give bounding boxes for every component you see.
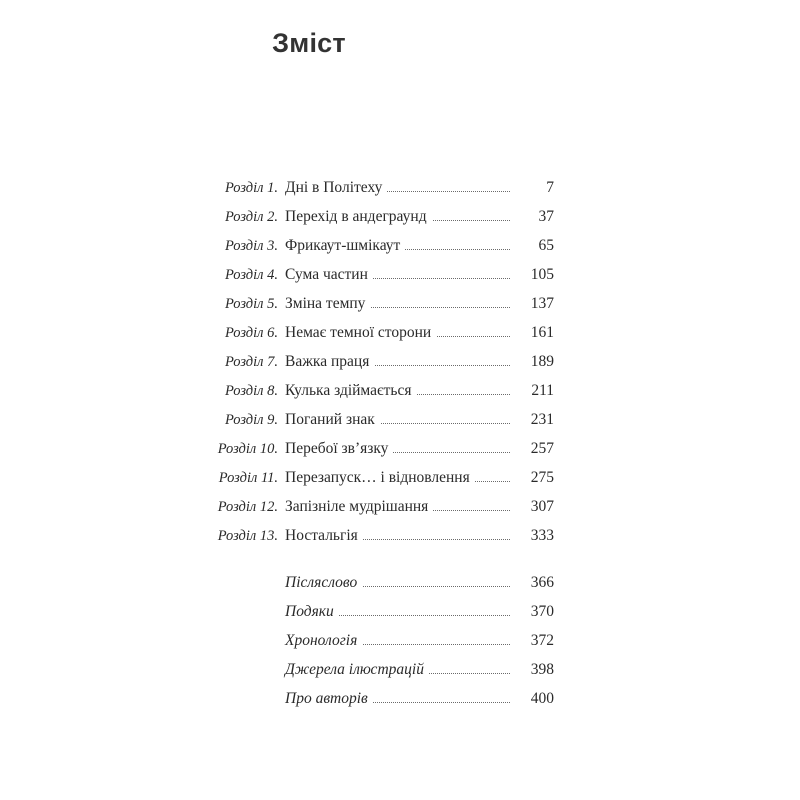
- toc-entry-chapter-10[interactable]: [0, 437, 800, 461]
- page-number: 333: [530, 527, 554, 544]
- page-number: 257: [530, 440, 554, 457]
- toc-entry-illustration-sources[interactable]: [0, 658, 800, 682]
- page-number: 231: [530, 411, 554, 428]
- section-title: Післяслово: [285, 571, 362, 595]
- toc-entry-chapter-13[interactable]: [0, 524, 800, 548]
- toc-entry-chapter-1[interactable]: [0, 176, 800, 200]
- chapter-number: Розділ 13.: [217, 528, 278, 544]
- toc-entry-chapter-5[interactable]: [0, 292, 800, 316]
- toc-entry-about-authors[interactable]: [0, 687, 800, 711]
- chapter-title: Перебої зв’язку: [285, 437, 393, 461]
- chapter-title: Кулька здіймається: [285, 379, 417, 403]
- chapter-title: Перехід в андеграунд: [285, 205, 432, 229]
- section-title: Хронологія: [285, 629, 362, 653]
- chapter-number: Розділ 6.: [224, 325, 278, 341]
- section-title: Джерела ілюстрацій: [285, 658, 429, 682]
- page-title: Зміст: [272, 28, 346, 58]
- toc-entry-chapter-9[interactable]: [0, 408, 800, 432]
- toc-entry-chapter-4[interactable]: [0, 263, 800, 287]
- chapter-title: Немає темної сторони: [285, 321, 436, 345]
- page-number: 137: [530, 295, 554, 312]
- chapter-title: Сума частин: [285, 263, 373, 287]
- toc-entry-chapter-3[interactable]: [0, 234, 800, 258]
- chapter-title: Перезапуск… і відновлення: [285, 466, 475, 490]
- section-title: Про авторів: [285, 687, 373, 711]
- toc-entry-chapter-7[interactable]: [0, 350, 800, 374]
- chapter-title: Запізніле мудрішання: [285, 495, 433, 519]
- chapter-number: Розділ 10.: [217, 441, 278, 457]
- page-number: 37: [538, 208, 554, 225]
- chapter-title: Зміна темпу: [285, 292, 370, 316]
- chapter-title: Поганий знак: [285, 408, 380, 432]
- chapter-number: Розділ 3.: [224, 238, 278, 254]
- chapter-number: Розділ 5.: [224, 296, 278, 312]
- page-number: 211: [531, 382, 554, 399]
- page-number: 370: [530, 603, 554, 620]
- page-number: 307: [530, 498, 554, 515]
- section-title: Подяки: [285, 600, 339, 624]
- page-number: 189: [530, 353, 554, 370]
- toc-entry-chapter-2[interactable]: [0, 205, 800, 229]
- chapter-title: Фрикаут-шмікаут: [285, 234, 405, 258]
- chapter-number: Розділ 2.: [224, 209, 278, 225]
- chapter-number: Розділ 9.: [224, 412, 278, 428]
- page-number: 366: [530, 574, 554, 591]
- chapter-number: Розділ 8.: [224, 383, 278, 399]
- toc-entry-acknowledgements[interactable]: [0, 600, 800, 624]
- toc-entry-chapter-11[interactable]: [0, 466, 800, 490]
- page-number: 65: [538, 237, 554, 254]
- page-number: 161: [530, 324, 554, 341]
- chapter-number: Розділ 7.: [224, 354, 278, 370]
- toc-entry-chapter-12[interactable]: [0, 495, 800, 519]
- page-number: 105: [530, 266, 554, 283]
- chapter-title: Важка праця: [285, 350, 374, 374]
- page-number: 400: [530, 690, 554, 707]
- chapter-number: Розділ 12.: [217, 499, 278, 515]
- chapter-number: Розділ 1.: [224, 180, 278, 196]
- page-number: 7: [546, 179, 554, 196]
- page-number: 398: [530, 661, 554, 678]
- page-number: 372: [530, 632, 554, 649]
- toc-entry-chapter-8[interactable]: [0, 379, 800, 403]
- chapter-number: Розділ 11.: [218, 470, 278, 486]
- page-number: 275: [530, 469, 554, 486]
- toc-entry-chapter-6[interactable]: [0, 321, 800, 345]
- toc-entry-afterword[interactable]: [0, 571, 800, 595]
- chapter-number: Розділ 4.: [224, 267, 278, 283]
- chapter-title: Дні в Політеху: [285, 176, 387, 200]
- toc-entry-chronology[interactable]: [0, 629, 800, 653]
- chapter-title: Ностальгія: [285, 524, 363, 548]
